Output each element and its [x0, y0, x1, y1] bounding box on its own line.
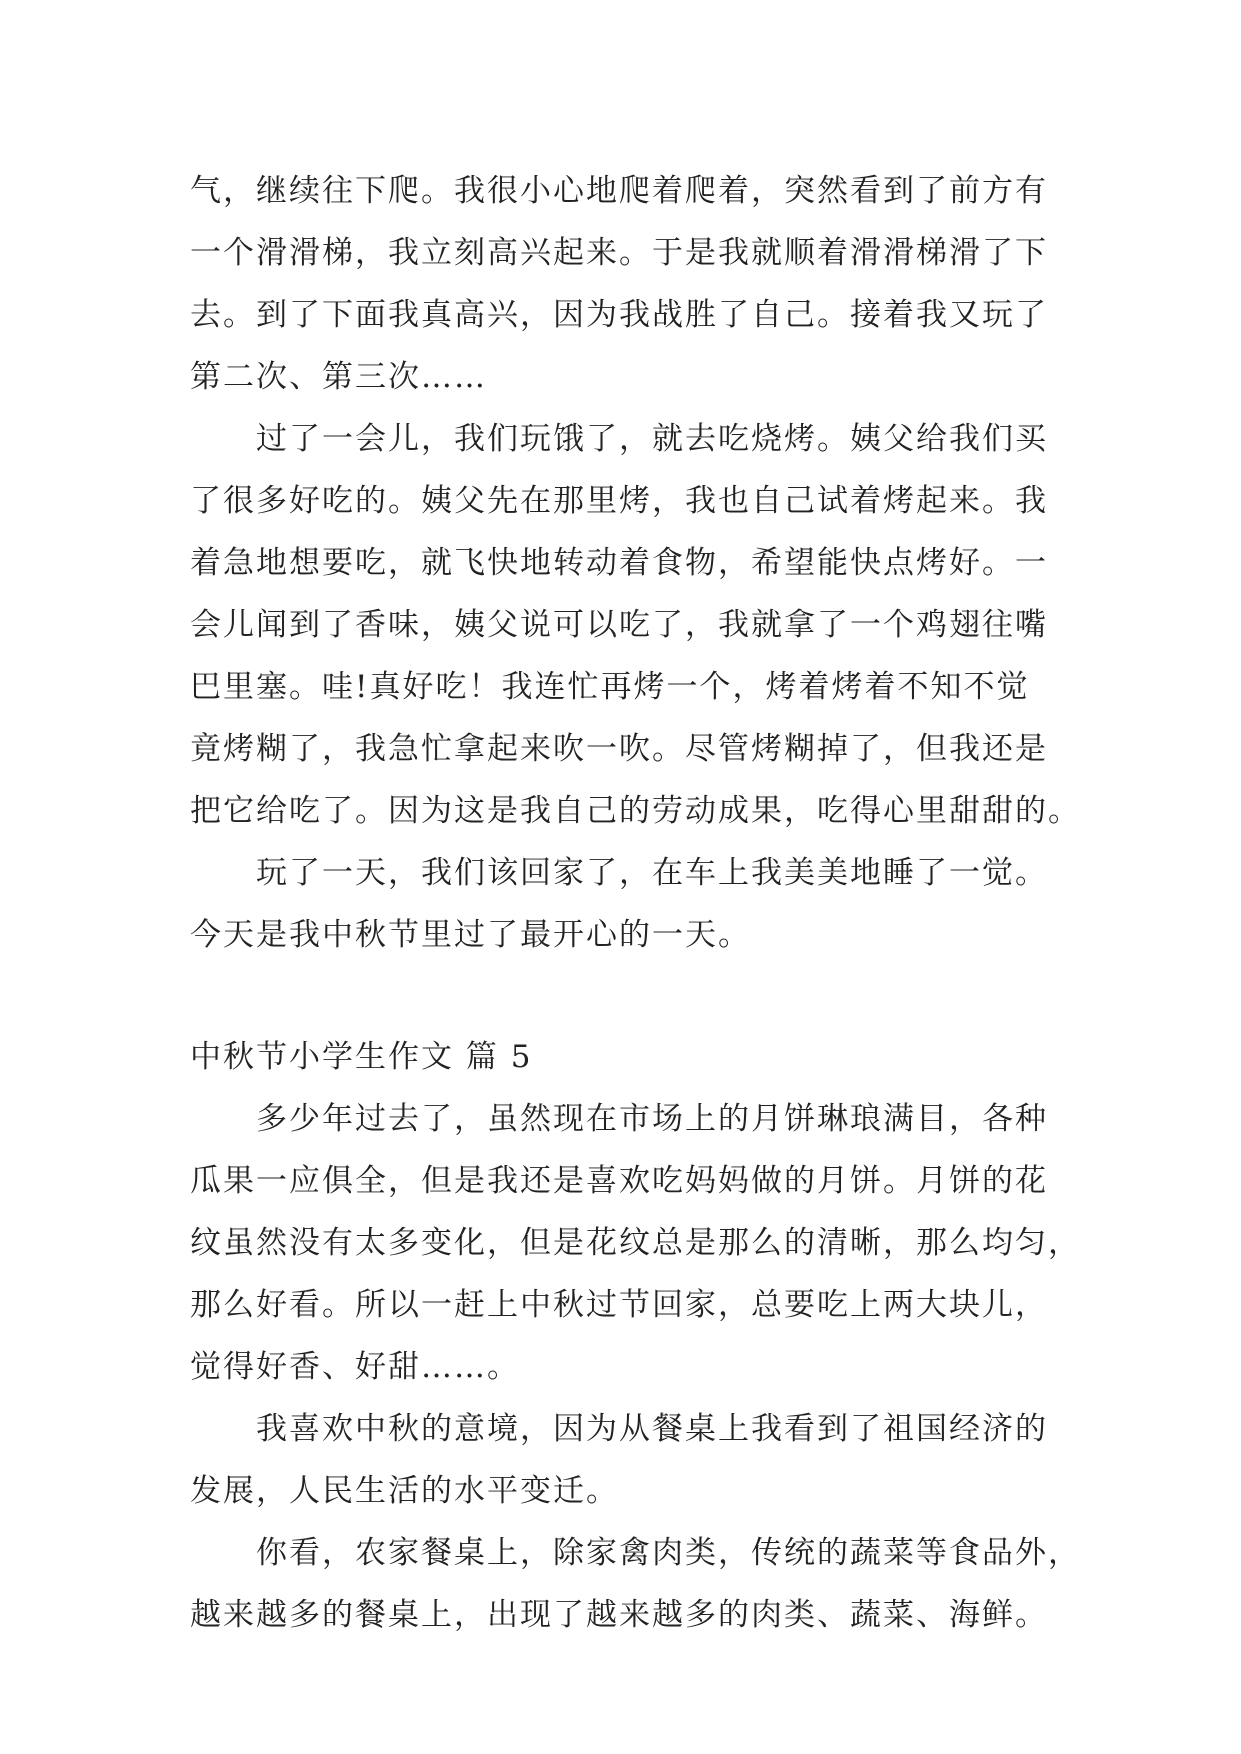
text-line: 一个滑滑梯，我立刻高兴起来。于是我就顺着滑滑梯滑了下 [190, 235, 1048, 271]
paragraph [190, 1398, 1070, 1522]
text-line: 去。到了下面我真高兴，因为我战胜了自己。接着我又玩了 [190, 297, 1048, 333]
text-line: 觉得好香、好甜……。 [190, 1349, 520, 1385]
text-line: 越来越多的餐桌上，出现了越来越多的肉类、蔬菜、海鲜。 [190, 1597, 1048, 1633]
text-line: 瓜果一应俱全，但是我还是喜欢吃妈妈做的月饼。月饼的花 [190, 1163, 1048, 1199]
paragraph [190, 842, 1070, 966]
text-line: 发展，人民生活的水平变迁。 [190, 1473, 619, 1509]
section-gap [190, 966, 1070, 1026]
text-line: 竟烤糊了，我急忙拿起来吹一吹。尽管烤糊掉了，但我还是 [190, 731, 1048, 767]
text-line: 会儿闻到了香味，姨父说可以吃了，我就拿了一个鸡翅往嘴 [190, 607, 1048, 643]
text-line: 那么好看。所以一赶上中秋过节回家，总要吃上两大块儿， [190, 1287, 1048, 1323]
text-line: 气，继续往下爬。我很小心地爬着爬着，突然看到了前方有 [190, 173, 1048, 209]
text-line: 把它给吃了。因为这是我自己的劳动成果，吃得心里甜甜的。 [190, 793, 1081, 829]
paragraph [190, 160, 1070, 408]
section-title: 中秋节小学生作文 篇 5 [190, 1039, 533, 1075]
text-line: 着急地想要吃，就飞快地转动着食物，希望能快点烤好。一 [190, 545, 1048, 581]
text-line: 你看，农家餐桌上，除家禽肉类，传统的蔬菜等食品外， [256, 1535, 1081, 1571]
paragraph [190, 1088, 1081, 1398]
text-line: 今天是我中秋节里过了最开心的一天。 [190, 917, 751, 953]
paragraph [190, 408, 1081, 842]
text-line: 纹虽然没有太多变化，但是花纹总是那么的清晰，那么均匀， [190, 1225, 1081, 1261]
paragraph [190, 1522, 1081, 1646]
document-body [190, 160, 1081, 1646]
text-line: 玩了一天，我们该回家了，在车上我美美地睡了一觉。 [256, 855, 1048, 891]
text-line: 巴里塞。哇!真好吃！我连忙再烤一个，烤着烤着不知不觉 [190, 669, 1030, 705]
text-line: 了很多好吃的。姨父先在那里烤，我也自己试着烤起来。我 [190, 483, 1048, 519]
text-line: 我喜欢中秋的意境，因为从餐桌上我看到了祖国经济的 [256, 1411, 1048, 1447]
text-line: 多少年过去了，虽然现在市场上的月饼琳琅满目，各种 [256, 1101, 1048, 1137]
text-line: 第二次、第三次…… [190, 359, 487, 395]
text-line: 过了一会儿，我们玩饿了，就去吃烧烤。姨父给我们买 [256, 421, 1048, 457]
